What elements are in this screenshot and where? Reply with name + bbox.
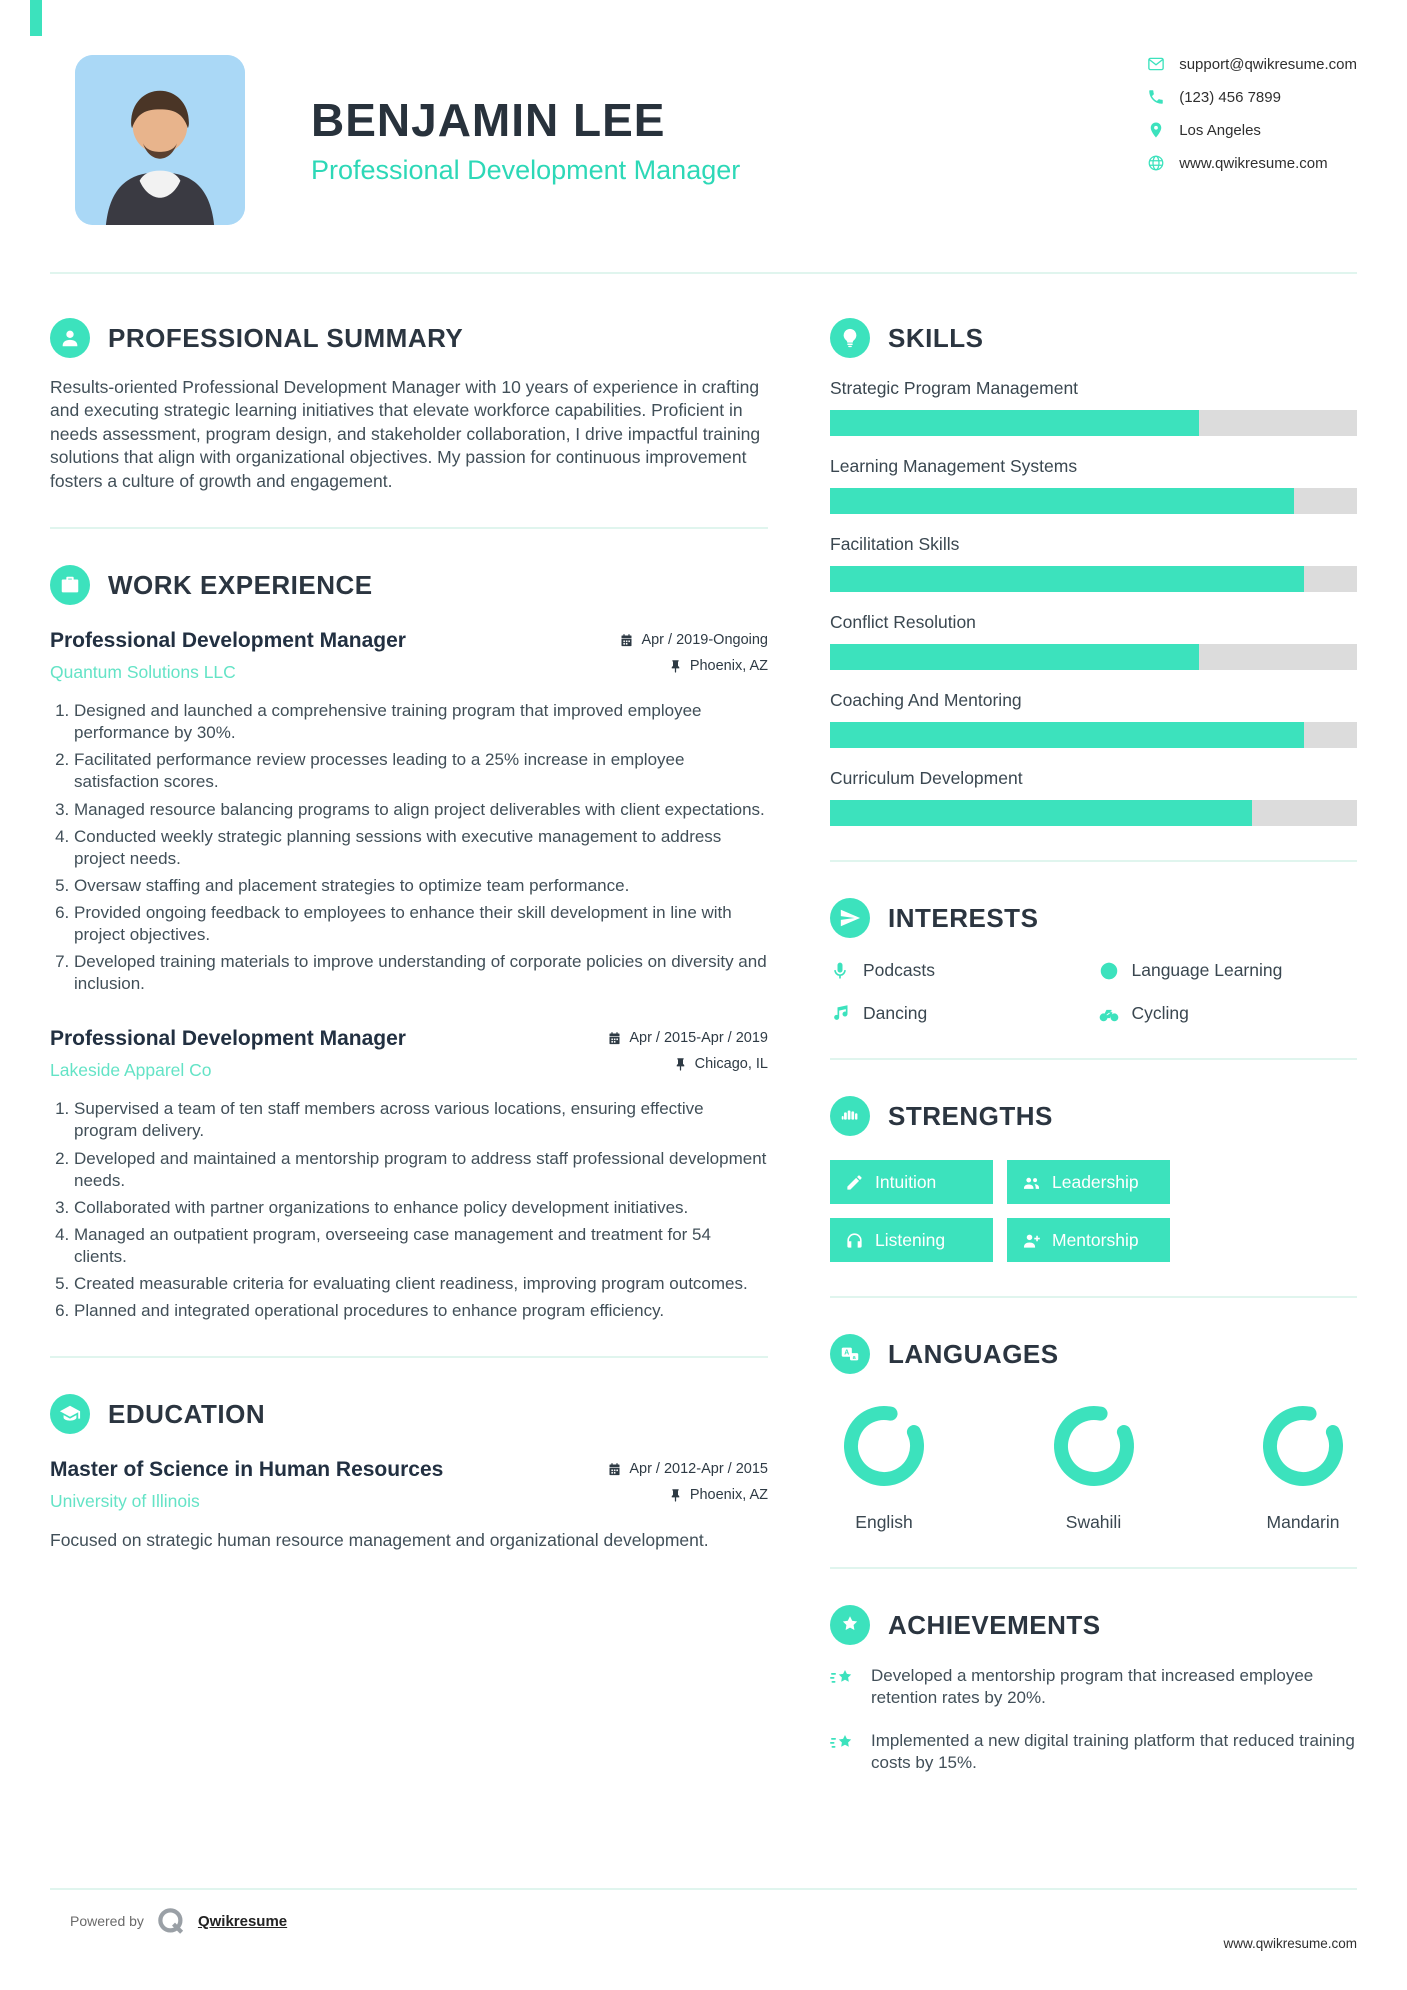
job-bullet: 4. Conducted weekly strategic planning sessions with executive management to address project needs.	[74, 826, 768, 870]
interest-label: Dancing	[863, 1003, 928, 1023]
skill-bar-track	[830, 800, 1357, 826]
strength-pill	[1007, 1218, 1170, 1262]
qwikresume-link[interactable]: Qwikresume	[197, 1912, 288, 1930]
contact-location-text: Los Angeles	[1179, 121, 1261, 139]
skill-bar-track	[830, 722, 1357, 748]
section-divider	[830, 1058, 1357, 1060]
job-entry	[50, 629, 768, 995]
skill-bar-fill	[830, 644, 1199, 670]
section-divider	[50, 1356, 768, 1358]
powered-by	[70, 1906, 287, 1936]
skill-item	[830, 690, 1357, 748]
education-date: Apr / 2012-Apr / 2015	[629, 1461, 768, 1478]
language-item	[1048, 1400, 1140, 1533]
section-skills	[830, 318, 1357, 826]
skill-name: Facilitation Skills	[830, 534, 960, 554]
skill-item	[830, 768, 1357, 826]
section-experience	[50, 565, 768, 1322]
achievement-item	[830, 1730, 1357, 1775]
star-badge-icon	[830, 1605, 870, 1645]
pushpin-icon	[668, 1488, 683, 1503]
school-name: University of Illinois	[50, 1491, 200, 1512]
achievement-item	[830, 1665, 1357, 1710]
shooting-star-icon	[830, 1667, 856, 1691]
email-icon	[1147, 55, 1165, 73]
calendar-icon	[619, 633, 634, 648]
achievement-text: Developed a mentorship program that increased employee retention rates by 20%.	[871, 1666, 1314, 1708]
profile-photo	[75, 55, 245, 225]
lightbulb-icon	[830, 318, 870, 358]
job-bullet: 3. Collaborated with partner organizations to enhance policy development initiatives.	[74, 1197, 768, 1219]
job-title: Professional Development Manager	[50, 629, 406, 653]
education-location: Phoenix, AZ	[689, 1487, 768, 1504]
skill-bar-fill	[830, 488, 1294, 514]
strength-pill	[830, 1160, 993, 1204]
job-location: Chicago, IL	[694, 1056, 768, 1073]
skill-name: Conflict Resolution	[830, 612, 976, 632]
experience-heading: WORK EXPERIENCE	[108, 569, 373, 600]
section-divider	[830, 1567, 1357, 1569]
job-meta	[607, 1027, 768, 1082]
footer-divider	[50, 1888, 1357, 1890]
calendar-icon	[607, 1462, 622, 1477]
contact-email[interactable]	[1147, 55, 1357, 73]
job-location: Phoenix, AZ	[689, 658, 768, 675]
section-divider	[50, 527, 768, 529]
contact-email-text: support@qwikresume.com	[1179, 55, 1357, 73]
section-languages	[830, 1334, 1357, 1533]
skill-bar-fill	[830, 800, 1252, 826]
section-strengths	[830, 1096, 1357, 1262]
job-title: Professional Development Manager	[50, 1027, 406, 1051]
job-bullet: 7. Developed training materials to improve understanding of corporate policies on diversity and inclusion.	[74, 951, 768, 995]
header-divider	[50, 272, 1357, 274]
job-bullets	[50, 700, 768, 995]
skill-name: Curriculum Development	[830, 768, 1023, 788]
job-bullet: 5. Oversaw staffing and placement strategies to optimize team performance.	[74, 875, 768, 897]
contact-website[interactable]	[1147, 154, 1357, 172]
skill-item	[830, 456, 1357, 514]
strength-label: Intuition	[875, 1171, 937, 1192]
paper-plane-icon	[830, 898, 870, 938]
achievements-heading: ACHIEVEMENTS	[888, 1609, 1101, 1640]
language-name: English	[855, 1512, 913, 1532]
job-meta	[619, 629, 768, 684]
left-column	[50, 318, 768, 1775]
interest-label: Cycling	[1131, 1003, 1189, 1023]
phone-icon	[1147, 88, 1165, 106]
summary-text: Results-oriented Professional Development Manager with 10 years of experience in crafting and executing strategic learning initiatives that elevate workforce capabilities. Proficient in needs assessment, program design, and stakeholder collaboration, I drive impactful training solutions that align with organizational objectives. My passion for continuous improvement fosters a culture of growth and engagement.	[50, 377, 761, 491]
section-achievements	[830, 1605, 1357, 1775]
section-interests	[830, 898, 1357, 1024]
strengths-heading: STRENGTHS	[888, 1100, 1053, 1131]
section-divider	[830, 1296, 1357, 1298]
interest-item	[830, 1003, 1089, 1024]
contact-phone	[1147, 88, 1357, 106]
interest-label: Podcasts	[863, 960, 935, 980]
strength-label: Leadership	[1052, 1171, 1139, 1192]
contact-website-text: www.qwikresume.com	[1179, 154, 1328, 172]
language-name: Swahili	[1065, 1512, 1122, 1532]
job-bullet: 1. Designed and launched a comprehensive training program that improved employee performance by 30%.	[74, 700, 768, 744]
skill-item	[830, 378, 1357, 436]
right-column	[830, 318, 1357, 1775]
user-icon	[50, 318, 90, 358]
pushpin-icon	[673, 1057, 688, 1072]
job-bullets	[50, 1098, 768, 1322]
powered-by-label: Powered by	[70, 1913, 144, 1929]
job-bullet: 4. Managed an outpatient program, overseeing case management and treatment for 54 clients.	[74, 1224, 768, 1268]
skill-bar-track	[830, 566, 1357, 592]
calendar-icon	[607, 1031, 622, 1046]
job-bullet: 6. Planned and integrated operational procedures to enhance program efficiency.	[74, 1300, 768, 1322]
footer-website-link[interactable]: www.qwikresume.com	[1223, 1936, 1357, 1951]
music-note-icon	[830, 1004, 850, 1024]
degree-title: Master of Science in Human Resources	[50, 1458, 444, 1482]
skills-heading: SKILLS	[888, 322, 984, 353]
translate-icon	[830, 1334, 870, 1374]
section-summary	[50, 318, 768, 493]
interest-label: Language Learning	[1131, 960, 1283, 980]
page-edge-accent	[30, 0, 42, 36]
globe-icon	[1099, 961, 1119, 981]
header	[50, 0, 1357, 225]
skill-bar-track	[830, 488, 1357, 514]
languages-heading: LANGUAGES	[888, 1338, 1059, 1369]
language-progress-ring	[1257, 1400, 1349, 1492]
language-item	[1257, 1400, 1349, 1533]
job-bullet: 5. Created measurable criteria for evaluating client readiness, improving program outcomes.	[74, 1273, 768, 1295]
skill-bar-track	[830, 410, 1357, 436]
mentor-icon	[1022, 1231, 1041, 1250]
bicycle-icon	[1099, 1004, 1119, 1024]
skill-bar-fill	[830, 722, 1304, 748]
strength-pill	[1007, 1160, 1170, 1204]
skill-bar-fill	[830, 410, 1199, 436]
language-progress-ring	[838, 1400, 930, 1492]
contact-list	[1147, 55, 1357, 172]
job-bullet: 2. Developed and maintained a mentorship program to address staff professional development needs.	[74, 1148, 768, 1192]
candidate-title: Professional Development Manager	[311, 155, 741, 185]
interest-item	[1099, 1003, 1358, 1024]
globe-icon	[1147, 154, 1165, 172]
skill-item	[830, 612, 1357, 670]
job-bullet: 3. Managed resource balancing programs to align project deliverables with client expectations.	[74, 799, 768, 821]
contact-location	[1147, 121, 1357, 139]
language-item	[838, 1400, 930, 1533]
profile-photo-illustration	[75, 55, 245, 225]
job-bullet: 1. Supervised a team of ten staff members across various locations, ensuring effective program delivery.	[74, 1098, 768, 1142]
strength-pill	[830, 1218, 993, 1262]
skill-name: Strategic Program Management	[830, 378, 1079, 398]
pushpin-icon	[668, 659, 683, 674]
achievement-text: Implemented a new digital training platform that reduced training costs by 15%.	[871, 1730, 1355, 1773]
education-heading: EDUCATION	[108, 1398, 266, 1429]
strength-label: Listening	[875, 1229, 946, 1250]
job-company: Lakeside Apparel Co	[50, 1060, 212, 1081]
strength-label: Mentorship	[1052, 1229, 1139, 1250]
interests-heading: INTERESTS	[888, 902, 1039, 933]
summary-heading: PROFESSIONAL SUMMARY	[108, 322, 464, 353]
interest-item	[830, 960, 1089, 981]
language-progress-ring	[1048, 1400, 1140, 1492]
job-date: Apr / 2019-Ongoing	[641, 632, 768, 649]
microphone-icon	[830, 961, 850, 981]
shooting-star-icon	[830, 1732, 856, 1756]
job-bullet: 2. Facilitated performance review processes leading to a 25% increase in employee satisfaction scores.	[74, 749, 768, 793]
pen-icon	[845, 1173, 864, 1192]
svg-text:A: A	[844, 1349, 850, 1357]
job-company: Quantum Solutions LLC	[50, 662, 236, 683]
fist-icon	[830, 1096, 870, 1136]
svg-text:a: a	[852, 1354, 856, 1361]
job-date: Apr / 2015-Apr / 2019	[629, 1030, 768, 1047]
footer	[0, 1888, 1407, 1990]
skill-bar-track	[830, 644, 1357, 670]
qwikresume-logo-icon	[156, 1906, 186, 1936]
skill-name: Coaching And Mentoring	[830, 690, 1022, 710]
job-entry	[50, 1027, 768, 1322]
identity	[311, 55, 740, 186]
skill-bar-fill	[830, 566, 1304, 592]
skill-item	[830, 534, 1357, 592]
section-divider	[830, 860, 1357, 862]
interest-item	[1099, 960, 1358, 981]
language-name: Mandarin	[1266, 1512, 1340, 1532]
job-bullet: 6. Provided ongoing feedback to employees to enhance their skill development in line with project objectives.	[74, 902, 768, 946]
headphones-icon	[845, 1231, 864, 1250]
team-icon	[1022, 1173, 1041, 1192]
contact-phone-text: (123) 456 7899	[1179, 88, 1281, 106]
education-text: Focused on strategic human resource management and organizational development.	[50, 1530, 709, 1551]
skill-name: Learning Management Systems	[830, 456, 1078, 476]
briefcase-icon	[50, 565, 90, 605]
location-icon	[1147, 121, 1165, 139]
graduation-cap-icon	[50, 1394, 90, 1434]
candidate-name: BENJAMIN LEE	[311, 94, 666, 146]
education-meta	[607, 1458, 768, 1513]
section-education	[50, 1394, 768, 1553]
